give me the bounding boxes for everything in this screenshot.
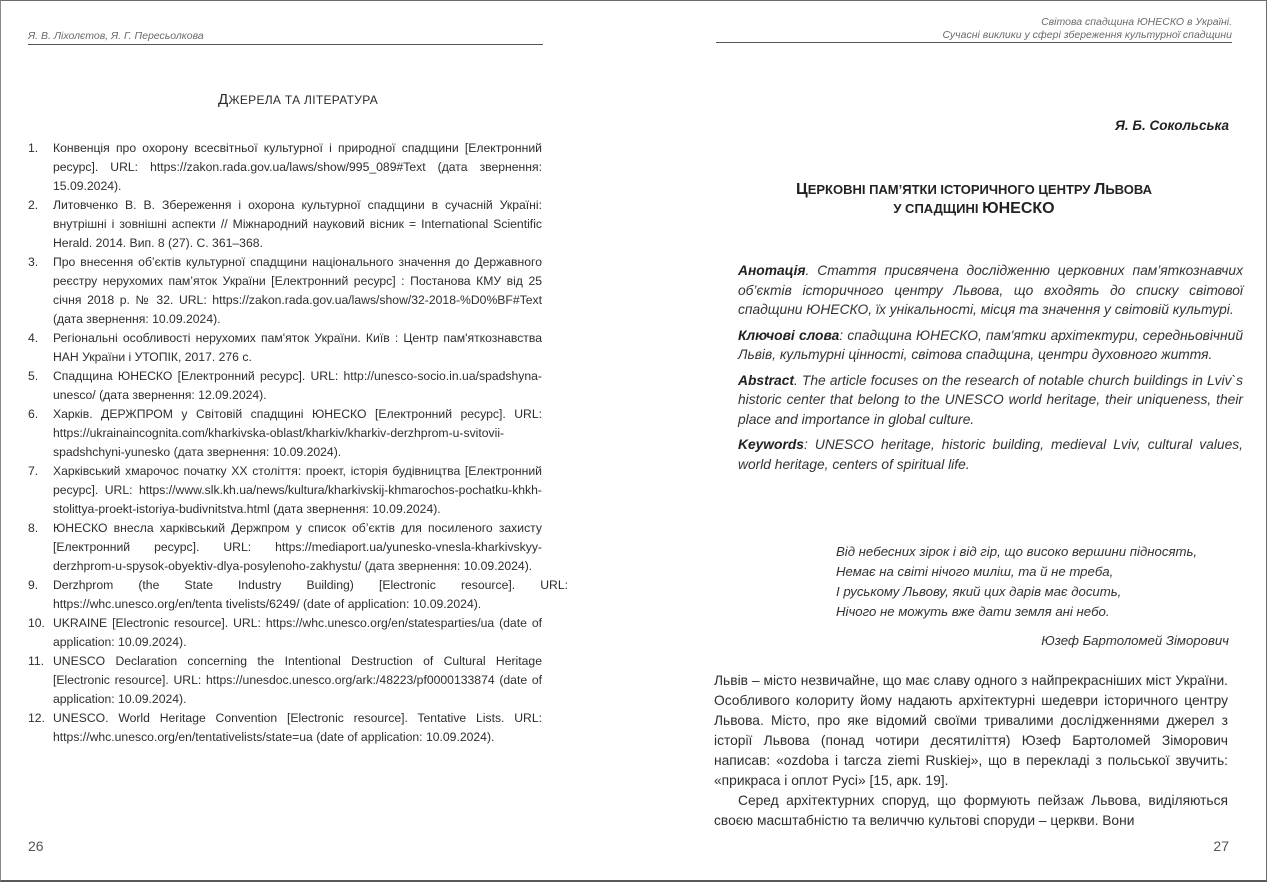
keywords-en-text: : UNESCO heritage, historic building, medieval Lviv, cultural values, world heritage, centers of spiritual life. <box>738 437 1243 472</box>
reference-number: 8. <box>28 521 39 535</box>
reference-text: Derzhprom (the State Industry Building) [Electronic resource]. URL: https://whc.unesco.org/en/tenta tivelists/6249/ (date of application: 10.09.2024). <box>53 578 568 611</box>
section-title-rest: ЖЕРЕЛА ТА ЛІТЕРАТУРА <box>228 93 378 107</box>
running-header-right <box>716 16 1232 43</box>
reference-item <box>28 709 542 747</box>
epigraph-line: Немає на світі нічого миліш, та й не треба, <box>836 564 1114 579</box>
body-paragraph: Львів – місто незвичайне, що має славу одного з найпрекрасніших міст України. Особливого колориту йому надають архітектурні шедеври історичного центру Львова. Місто, про яке відомий своїми тривалими дослідженнями джерел з історії Львова (понад чотири десятиліття) Юзеф Бартоломей Зіморович написав: «ozdoba i tarcza ziemi Ruskiej», що в перекладі з польської звучить: «прикраса і оплот Русі» [15, арк. 19]. <box>714 673 1228 788</box>
title-smallcaps: У СПАДЩИНІ <box>893 201 983 216</box>
reference-item <box>28 139 542 196</box>
annotation-paragraph <box>738 261 1243 320</box>
keywords-en-label: Keywords <box>738 437 804 452</box>
reference-item <box>28 576 568 614</box>
reference-number: 9. <box>28 578 39 592</box>
page-number-left: 26 <box>28 838 44 854</box>
running-header-line-1: Світова спадщина ЮНЕСКО в Україні. <box>1041 16 1232 28</box>
reference-item <box>28 652 542 709</box>
reference-text: Харків. ДЕРЖПРОМ у Світовій спадщині ЮНЕСКО [Електронний ресурс]. URL: https://ukrainaincognita.com/kharkivska-oblast/kharkiv/kharkiv-derzhprom-u-svitovii-spadshchyni-yunesko (дата звернення: 10.09.2024). <box>53 407 542 459</box>
annotation-text: . Стаття присвячена дослідженню церковних пам’яткознавчих об’єктів історичного центру Львова, що входять до списку світової спадщини ЮНЕСКО, їх унікальності, місця та значення у світовій культурі. <box>738 263 1243 317</box>
reference-number: 5. <box>28 369 39 383</box>
reference-list <box>28 139 568 747</box>
keywords-uk-paragraph <box>738 326 1243 365</box>
abstract-en-paragraph <box>738 371 1243 430</box>
reference-number: 1. <box>28 141 39 155</box>
right-page <box>633 0 1267 881</box>
reference-number: 7. <box>28 464 39 478</box>
reference-text: UNESCO Declaration concerning the Intentional Destruction of Cultural Heritage [Electronic resource]. URL: https://unesdoc.unesco.org/ark:/48223/pf0000133874 (date of application: 10.09.2024). <box>53 654 542 706</box>
left-page <box>0 0 633 881</box>
title-initial: Ц <box>796 181 808 198</box>
article-title <box>716 180 1232 218</box>
reference-text: ЮНЕСКО внесла харківський Держпром у список об’єктів для посиленого захисту [Електронний ресурс]. URL: https://mediaport.ua/yunesko-vnesla-kharkivskyy-derzhprom-u-spysok-obyektiv-dlya-posylenoho-zakhystu/ (дата звернення: 10.09.2024). <box>53 521 542 573</box>
reference-number: 10. <box>28 616 45 630</box>
body-paragraph: Серед архітектурних споруд, що формують пейзаж Львова, виділяються своєю масштабністю та величчю культові споруди – церкви. Вони <box>714 793 1228 828</box>
reference-item <box>28 405 542 462</box>
reference-number: 12. <box>28 711 45 725</box>
reference-text: Спадщина ЮНЕСКО [Електронний ресурс]. URL: http://unesco-socio.in.ua/spadshyna-unesco/ (дата звернення: 12.09.2024). <box>53 369 542 402</box>
reference-text: UKRAINE [Electronic resource]. URL: https://whc.unesco.org/en/statesparties/ua (date of application: 10.09.2024). <box>53 616 542 649</box>
reference-number: 2. <box>28 198 39 212</box>
reference-item <box>28 329 542 367</box>
keywords-uk-text: : спадщина ЮНЕСКО, пам'ятки архітектури, середньовічний Львів, культурні цінності, світова спадщина, центри духовного життя. <box>738 327 1243 362</box>
reference-text: Регіональні особливості нерухомих пам'яток України. Київ : Центр пам'яткознавства НАН України і УТОПІК, 2017. 276 с. <box>53 331 542 364</box>
running-header-line-2: Сучасні виклики у сфері збереження культурної спадщини <box>942 28 1232 41</box>
reference-text: Литовченко В. В. Збереження і охорона культурної спадщини в сучасній Україні: внутрішні і зовнішні аспекти // Міжнародний науковий вісник = International Scientific Herald. 2014. Вип. 8 (27). С. 361–368. <box>53 198 542 250</box>
reference-item <box>28 614 542 652</box>
reference-text: Про внесення об’єктів культурної спадщини національного значення до Державного реєстру нерухомих пам’яток України [Електронний ресурс] : Постанова КМУ від 25 січня 2018 р. № 32. URL: https://zakon.rada.gov.ua/laws/show/32-2018-%D0%BF#Text (дата звернення: 10.09.2024). <box>53 255 542 326</box>
reference-number: 6. <box>28 407 39 421</box>
article-title-line-2 <box>716 199 1232 218</box>
reference-number: 3. <box>28 255 39 269</box>
reference-number: 4. <box>28 331 39 345</box>
annotation-label: Анотація <box>738 263 806 278</box>
keywords-uk-label: Ключові слова <box>738 327 840 343</box>
reference-text: Харківський хмарочос початку XX століття: проект, історія будівництва [Електронний ресурс]. URL: https://www.slk.kh.ua/news/kultura/kharkivskij-khmarochos-pochatku-khkh-stolittya-proekt-istoriya-budivnitstva.html (дата звернення: 10.09.2024). <box>53 464 542 516</box>
abstract-en-label: Abstract <box>738 372 794 388</box>
reference-number: 11. <box>28 654 45 668</box>
reference-item <box>28 196 542 253</box>
epigraph-poem <box>836 542 1236 622</box>
abstract-en-text: . The article focuses on the research of notable church buildings in Lviv`s historic center that belong to the UNESCO world heritage, their uniqueness, their place and importance in global culture. <box>738 372 1243 427</box>
title-smallcaps: ЬВОВА <box>1105 182 1152 197</box>
running-header-left: Я. В. Ліхолєтов, Я. Г. Пересьолкова <box>28 30 543 45</box>
title-acronym: ЮНЕСКО <box>982 200 1055 217</box>
title-smallcaps: ЕРКОВНІ ПАМ’ЯТКИ ІСТОРИЧНОГО ЦЕНТРУ <box>807 182 1095 197</box>
epigraph-line: Від небесних зірок і від гір, що високо вершини підносять, <box>836 544 1198 559</box>
reference-item <box>28 462 542 519</box>
reference-text: Конвенція про охорону всесвітньої культурної і природної спадщини [Електронний ресурс]. URL: https://zakon.rada.gov.ua/laws/show/995_089#Text (дата звернення: 15.09.2024). <box>53 141 542 193</box>
reference-text: UNESCO. World Heritage Convention [Electronic resource]. Tentative Lists. URL: https://whc.unesco.org/en/tentativelists/state=ua (date of application: 10.09.2024). <box>53 711 542 744</box>
section-title-initial: Д <box>217 91 229 108</box>
article-title-line-1 <box>716 180 1232 199</box>
epigraph-line: Нічого не можуть вже дати земля ані небо. <box>836 604 1110 619</box>
reference-item <box>28 519 542 576</box>
epigraph-line: І руському Львову, який цих дарів має досить, <box>836 584 1122 599</box>
title-initial: Л <box>1094 181 1106 198</box>
article-body <box>714 671 1228 831</box>
reference-item <box>28 367 542 405</box>
article-author: Я. Б. Сокольська <box>1115 118 1229 133</box>
page-number-right: 27 <box>1213 838 1229 854</box>
section-title-sources <box>28 91 568 108</box>
epigraph-author: Юзеф Бартоломей Зіморович <box>1041 633 1229 648</box>
abstract-block <box>738 261 1243 480</box>
keywords-en-paragraph <box>738 435 1243 474</box>
reference-item <box>28 253 542 329</box>
